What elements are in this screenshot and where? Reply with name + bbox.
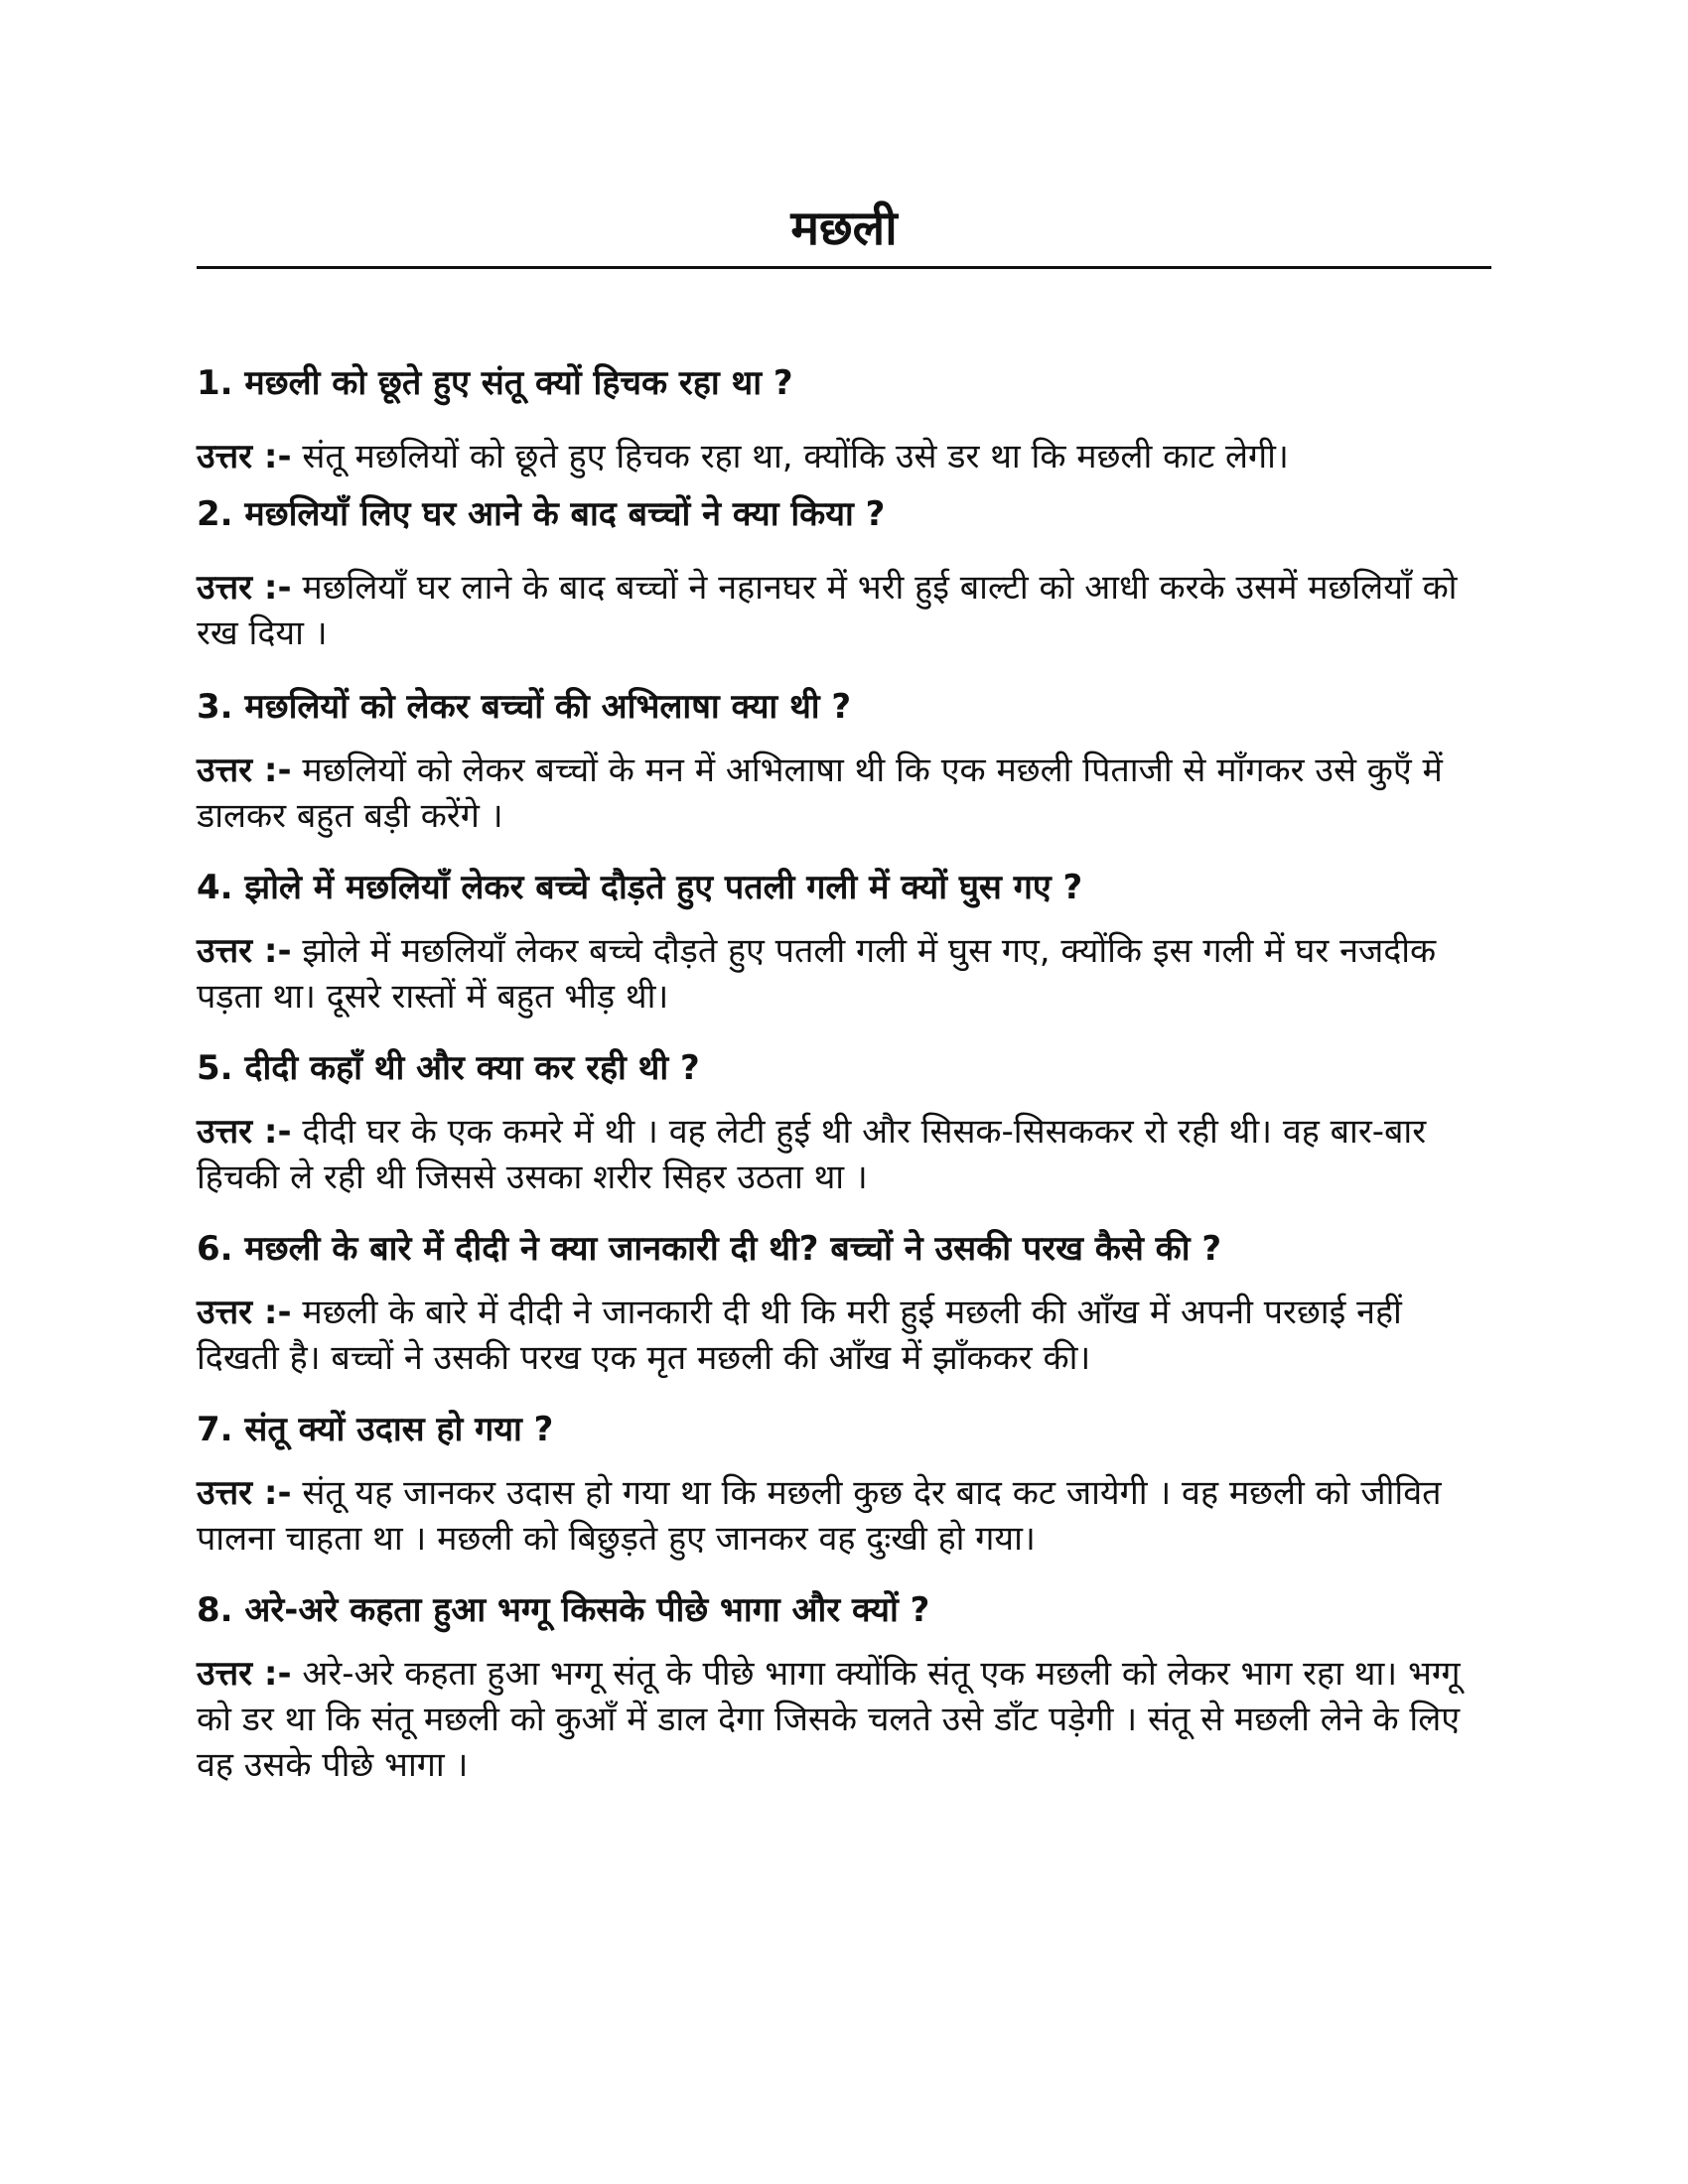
answer-label: उत्तर :- xyxy=(197,437,292,477)
question-5: 5. दीदी कहाँ थी और क्या कर रही थी ? xyxy=(197,1048,700,1088)
document-page xyxy=(197,0,1491,1788)
answer-text: अरे-अरे कहता हुआ भग्गू संतू के पीछे भागा क्योंकि संतू एक मछली को लेकर भाग रहा था। भग्गू को डर था कि संतू मछली को कुआँ में डाल देगा जिसके चलते उसे डाँट पड़ेगी । संतू से मछली लेने के लिए वह उसके पीछे भागा । xyxy=(197,1654,1461,1785)
qa-item-6 xyxy=(197,1226,1491,1381)
answer-text: झोले में मछलियाँ लेकर बच्चे दौड़ते हुए पतली गली में घुस गए, क्योंकि इस गली में घर नजदीक पड़ता था। दूसरे रास्तों में बहुत भीड़ थी। xyxy=(197,931,1437,1017)
question-2: 2. मछलियाँ लिए घर आने के बाद बच्चों ने क्या किया ? xyxy=(197,494,886,534)
question-6: 6. मछली के बारे में दीदी ने क्या जानकारी दी थी? बच्चों ने उसकी परख कैसे की ? xyxy=(197,1229,1222,1269)
answer-7 xyxy=(197,1470,1491,1562)
answer-4 xyxy=(197,928,1491,1020)
answer-text: दीदी घर के एक कमरे में थी । वह लेटी हुई थी और सिसक-सिसककर रो रही थी। वह बार-बार हिचकी ले रही थी जिससे उसका शरीर सिहर उठता था । xyxy=(197,1112,1427,1197)
answer-3 xyxy=(197,748,1491,839)
answer-1 xyxy=(197,434,1491,479)
answer-text: संतू यह जानकर उदास हो गया था कि मछली कुछ देर बाद कट जायेगी । वह मछली को जीवित पालना चाहता था । मछली को बिछुड़ते हुए जानकर वह दुःखी हो गया। xyxy=(197,1473,1442,1559)
question-7: 7. संतू क्यों उदास हो गया ? xyxy=(197,1410,554,1449)
answer-6 xyxy=(197,1290,1491,1381)
answer-label: उत्तर :- xyxy=(197,1293,292,1332)
answer-label: उत्तर :- xyxy=(197,568,292,608)
qa-item-2 xyxy=(197,491,1491,656)
answer-text: मछलियाँ घर लाने के बाद बच्चों ने नहानघर में भरी हुई बाल्टी को आधी करके उसमें मछलियाँ को रख दिया । xyxy=(197,568,1458,653)
answer-label: उत्तर :- xyxy=(197,1473,292,1513)
answer-text: मछलियों को लेकर बच्चों के मन में अभिलाषा थी कि एक मछली पिताजी से माँगकर उसे कुएँ में डालकर बहुत बड़ी करेंगे । xyxy=(197,751,1443,836)
qa-item-8 xyxy=(197,1587,1491,1788)
answer-label: उत्तर :- xyxy=(197,1112,292,1152)
answer-8 xyxy=(197,1651,1491,1788)
answer-text: संतू मछलियों को छूते हुए हिचक रहा था, क्योंकि उसे डर था कि मछली काट लेगी। xyxy=(302,437,1289,477)
answer-text: मछली के बारे में दीदी ने जानकारी दी थी कि मरी हुई मछली की आँख में अपनी परछाई नहीं दिखती है। बच्चों ने उसकी परख एक मृत मछली की आँख में झाँककर की। xyxy=(197,1293,1402,1378)
question-8: 8. अरे-अरे कहता हुआ भग्गू किसके पीछे भागा और क्यों ? xyxy=(197,1590,930,1630)
qa-item-1 xyxy=(197,360,1491,479)
qa-item-7 xyxy=(197,1407,1491,1562)
qa-item-4 xyxy=(197,865,1491,1020)
page-title: मछली xyxy=(790,201,898,256)
title-divider xyxy=(197,266,1491,269)
answer-label: उत्तर :- xyxy=(197,931,292,971)
question-1: 1. मछली को छूते हुए संतू क्यों हिचक रहा था ? xyxy=(197,363,793,403)
qa-item-5 xyxy=(197,1045,1491,1200)
answer-5 xyxy=(197,1109,1491,1200)
answer-label: उत्तर :- xyxy=(197,1654,292,1694)
question-answer-list xyxy=(197,360,1491,1788)
answer-label: उत्तर :- xyxy=(197,751,292,790)
question-3: 3. मछलियों को लेकर बच्चों की अभिलाषा क्या थी ? xyxy=(197,687,852,727)
answer-2 xyxy=(197,565,1491,656)
qa-item-3 xyxy=(197,684,1491,839)
question-4: 4. झोले में मछलियाँ लेकर बच्चे दौड़ते हुए पतली गली में क्यों घुस गए ? xyxy=(197,868,1083,907)
